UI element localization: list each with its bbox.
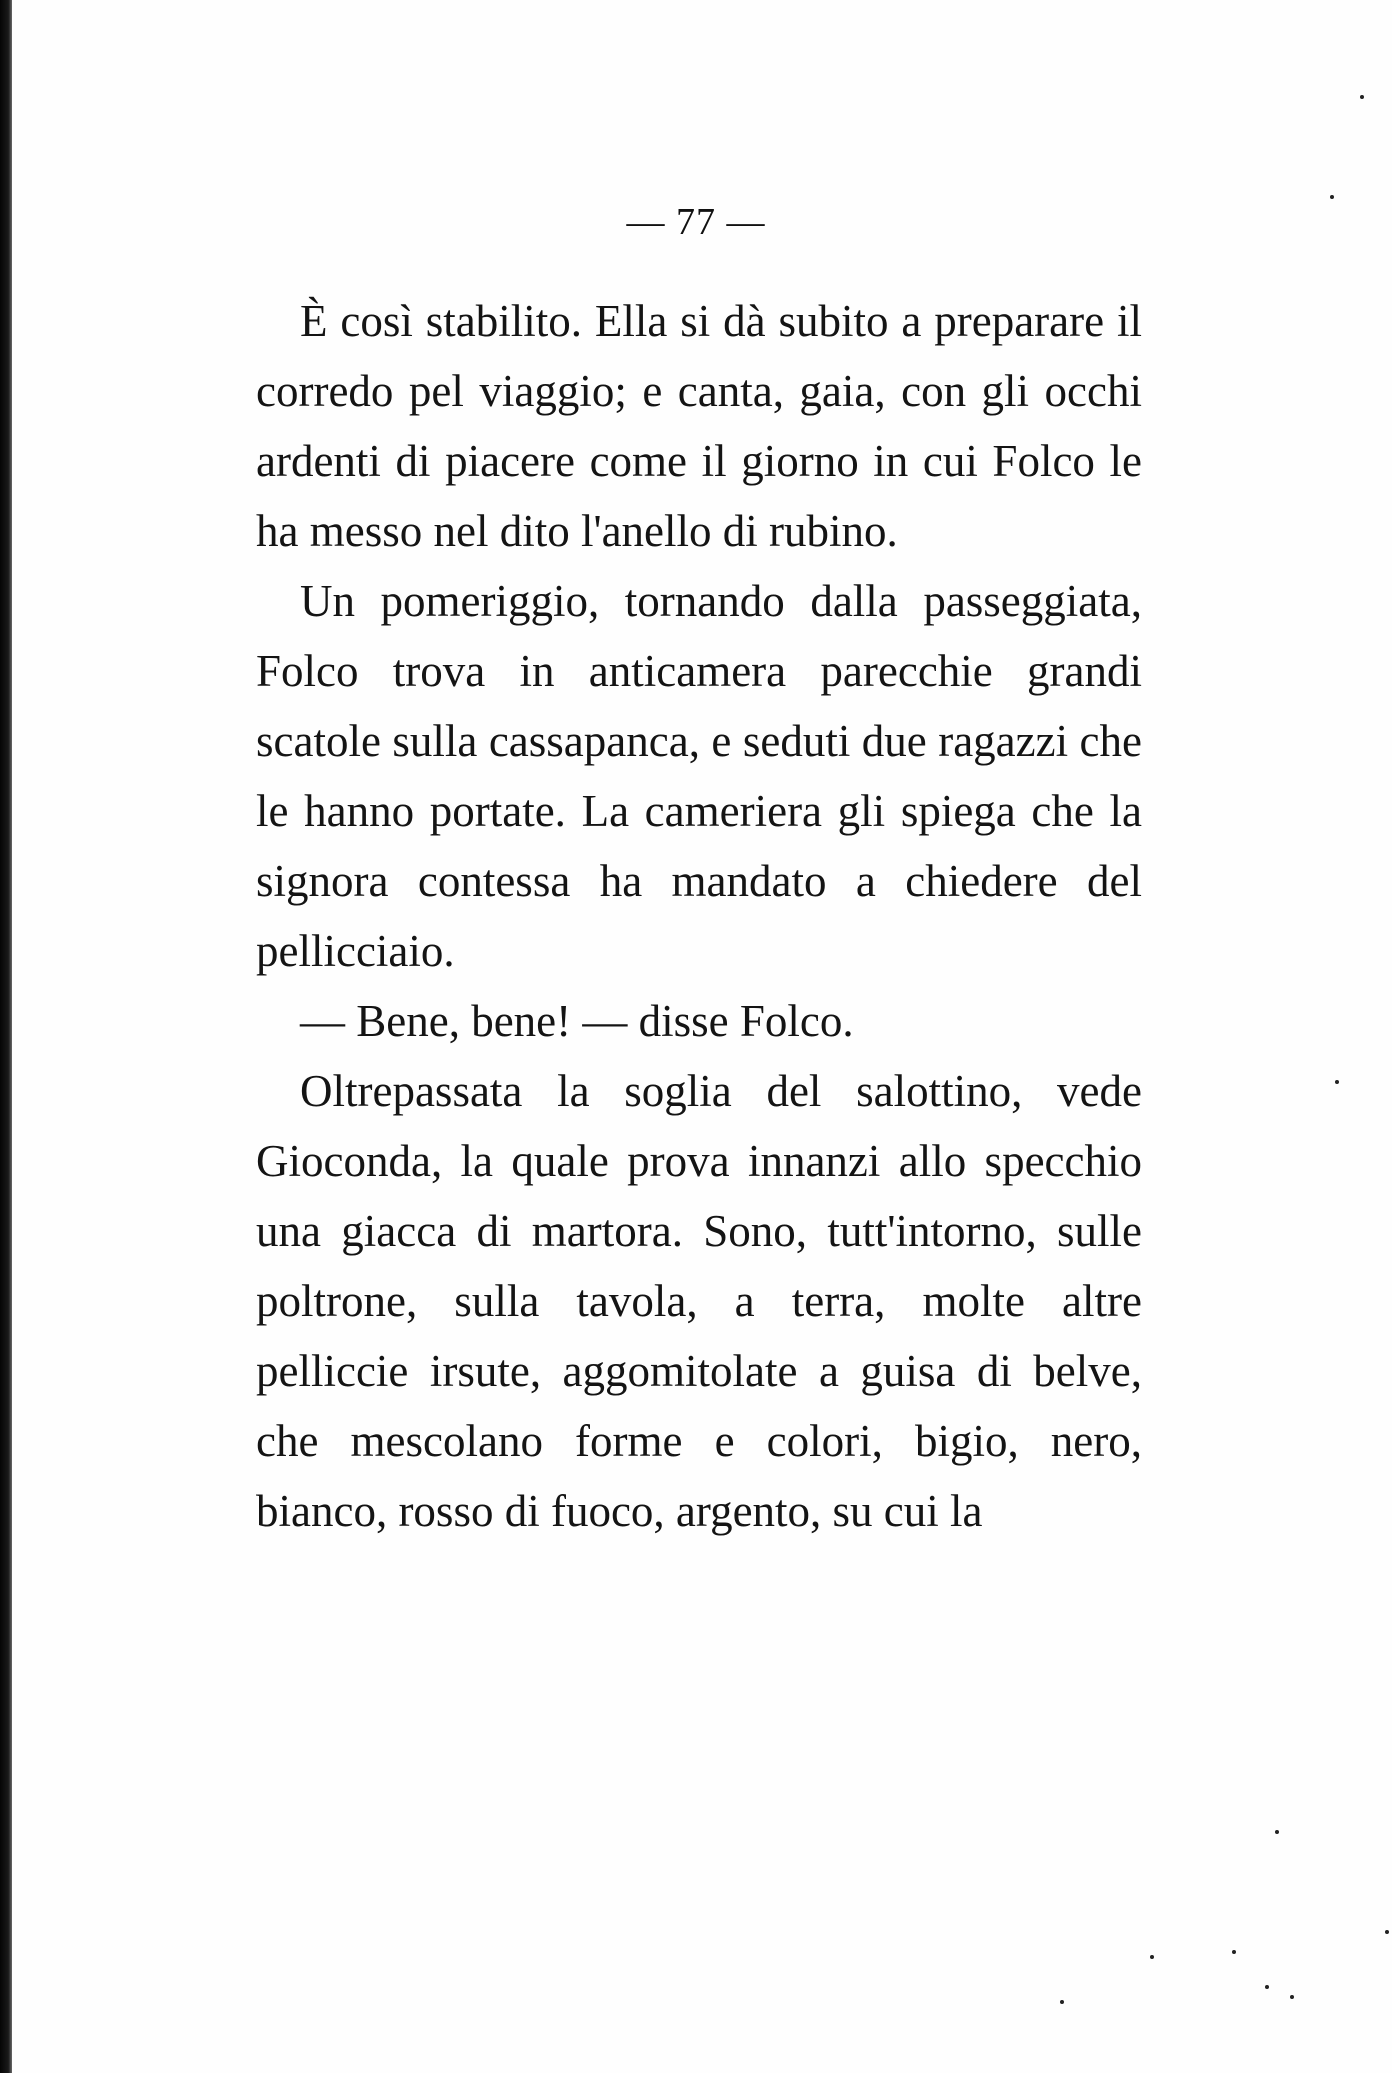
body-text <box>256 286 1142 1546</box>
scan-speck <box>1360 95 1364 99</box>
paragraph-3-dialogue: — Bene, bene! — disse Folco. <box>300 996 854 1046</box>
paragraph-1: È così stabilito. Ella si dà subito a preparare il corredo pel viaggio; e canta, gaia, con gli occhi ardenti di piacere come il giorno in cui Folco le ha messo nel dito l'anello di rubino. <box>256 296 1142 556</box>
scan-speck <box>1060 2000 1064 2004</box>
scan-speck <box>1290 1995 1294 1999</box>
scan-speck <box>1330 195 1334 199</box>
paragraph-4: Oltrepassata la soglia del salottino, vede Gioconda, la quale prova innanzi allo specchio una giacca di martora. Sono, tutt'intorno, sulle poltrone, sulla tavola, a terra, molte altre pelliccie irsute, aggomitolate a guisa di belve, che mescolano forme e colori, bigio, nero, bianco, rosso di fuoco, argento, su cui la <box>256 1066 1142 1536</box>
scan-speck <box>1265 1985 1269 1989</box>
page-number: — 77 — <box>626 201 766 243</box>
scan-speck <box>1385 1930 1389 1934</box>
book-binding-edge <box>0 0 12 2073</box>
scan-speck <box>1335 1080 1339 1084</box>
paragraph-2: Un pomeriggio, tornando dalla passeggiata, Folco trova in anticamera parecchie grandi scatole sulla cassapanca, e seduti due ragazzi che le hanno portate. La cameriera gli spiega che la signora contessa ha mandato a chiedere del pellicciaio. <box>256 576 1142 976</box>
scan-speck <box>1232 1950 1236 1954</box>
scan-speck <box>1150 1955 1154 1959</box>
scan-speck <box>1275 1830 1279 1834</box>
